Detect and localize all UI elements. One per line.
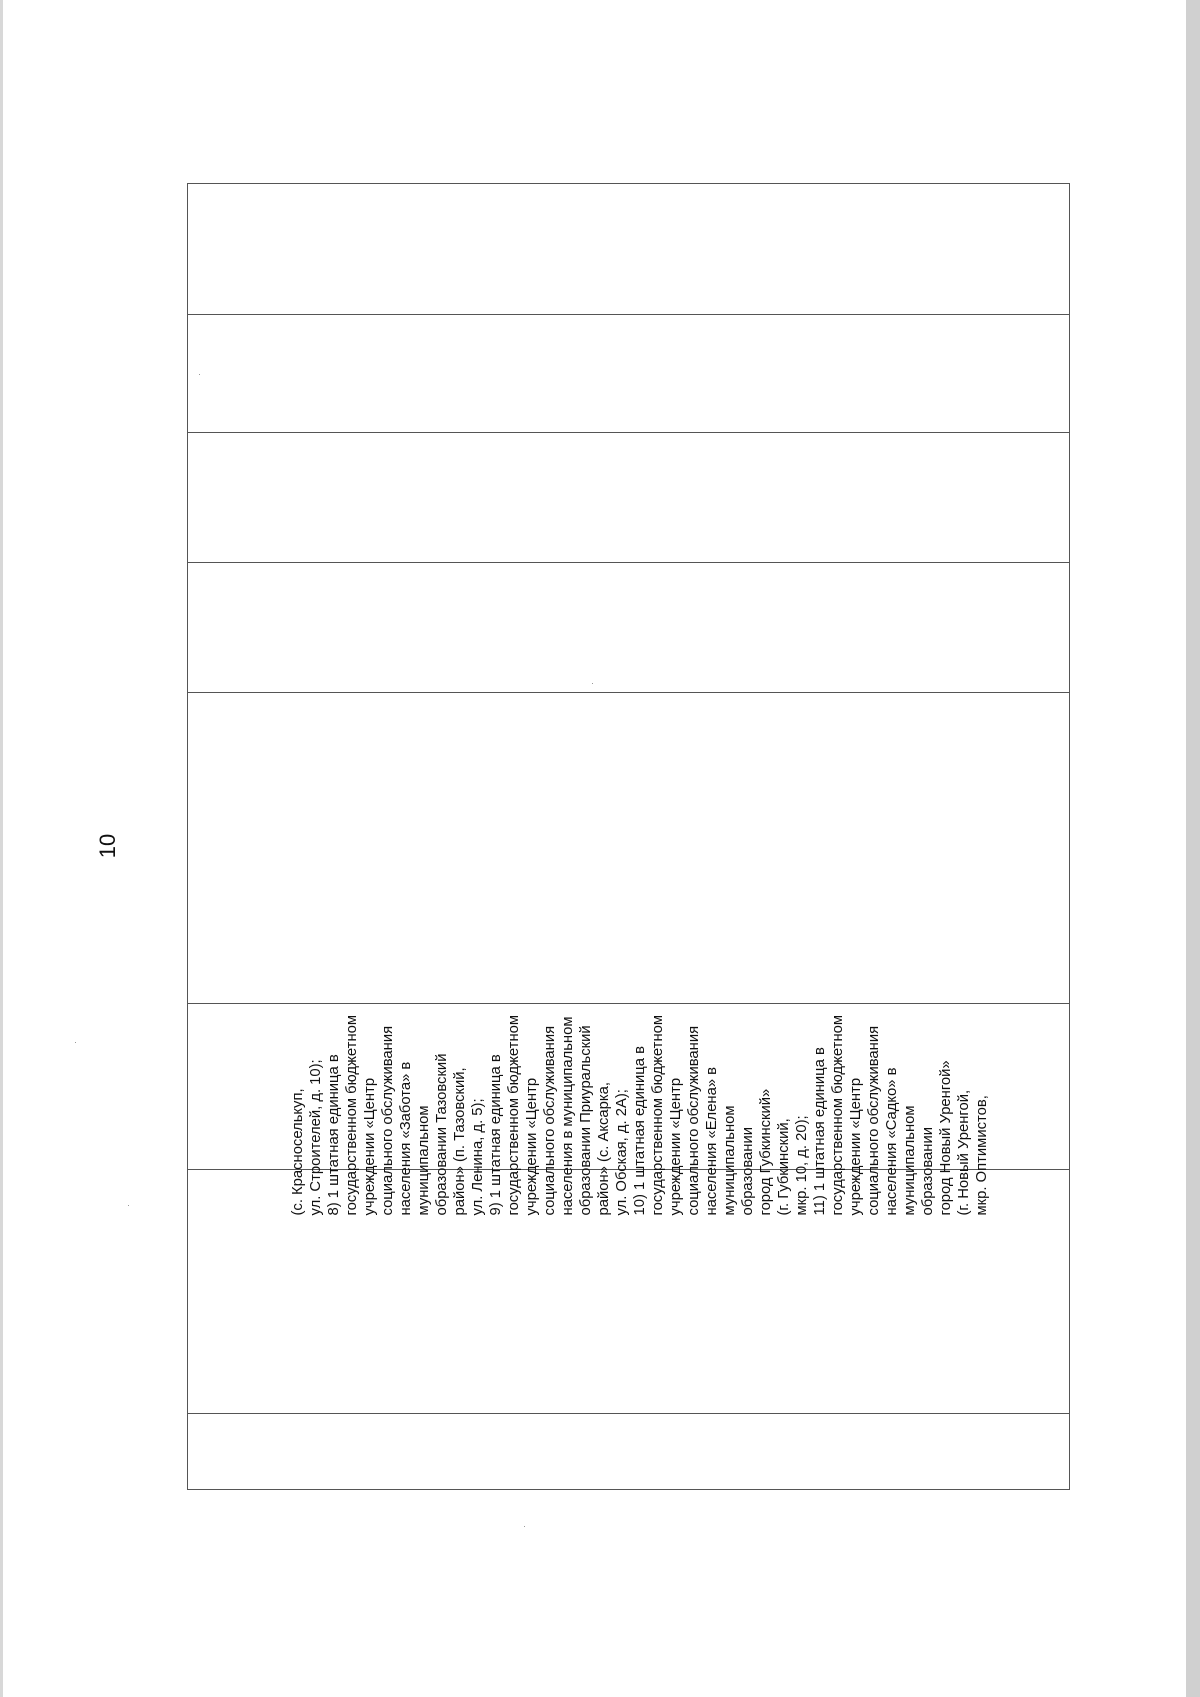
cell-text-line: населения «Забота» в [398, 1061, 414, 1216]
cell-text-line: район» (п. Тазовский, [452, 1067, 468, 1216]
cell-text-line: (с. Красноселькуп, [290, 1088, 306, 1216]
cell-text-line: 9) 1 штатная единица в [488, 1054, 504, 1216]
row-divider [187, 562, 1070, 563]
cell-text-line: муниципальном [902, 1105, 918, 1216]
row-divider [187, 314, 1070, 315]
cell-text-line: образовании [920, 1127, 936, 1216]
cell-text-line: образовании Тазовский [434, 1053, 450, 1216]
cell-text-line: учреждении «Центр [668, 1077, 684, 1216]
cell-text-line: 8) 1 штатная единица в [326, 1054, 342, 1216]
cell-text-line: учреждении «Центр [848, 1077, 864, 1216]
cell-text-line: социального обслуживания [866, 1025, 882, 1216]
cell-text-line: (г. Губкинский, [776, 1118, 792, 1216]
scan-edge-left [0, 0, 3, 1697]
scan-speck [75, 1042, 76, 1043]
cell-text-line: учреждении «Центр [362, 1077, 378, 1216]
table-cell-text [289, 913, 990, 1216]
table-border-top [187, 183, 1070, 184]
row-divider [187, 1413, 1070, 1414]
scan-edge-right [1186, 0, 1200, 1697]
cell-text-line: мкр. Оптимистов, [974, 1095, 990, 1216]
row-divider [187, 432, 1070, 433]
scan-speck [128, 1205, 129, 1206]
cell-text-line: ул. Ленина, д. 5); [470, 1098, 486, 1216]
table-border-right [1069, 183, 1070, 1490]
scan-speck [524, 1526, 525, 1527]
page-number: 10 [95, 833, 120, 859]
table-border-left [187, 183, 188, 1490]
cell-text-line: населения в муниципальном [560, 1016, 576, 1216]
cell-text-line: государственном бюджетном [830, 1014, 846, 1216]
cell-text-line: 11) 1 штатная единица в [812, 1047, 828, 1216]
cell-text-line: социального обслуживания [380, 1025, 396, 1216]
cell-text-line: населения «Садко» в [884, 1067, 900, 1216]
table-border-bottom [187, 1489, 1070, 1490]
cell-text-line: город Новый Уренгой» [938, 1060, 954, 1216]
cell-text-line: государственном бюджетном [506, 1014, 522, 1216]
scan-speck [199, 374, 200, 375]
cell-text-line: муниципальном [416, 1105, 432, 1216]
cell-text-line: 10) 1 штатная единица в [632, 1046, 648, 1216]
cell-text-line: государственном бюджетном [650, 1014, 666, 1216]
cell-text-line: ул. Обская, д. 2А); [614, 1089, 630, 1216]
cell-text-line: город Губкинский» [758, 1088, 774, 1216]
cell-text-line: населения «Елена» в [704, 1066, 720, 1216]
cell-text-line: образовании [740, 1127, 756, 1216]
cell-text-line: государственном бюджетном [344, 1014, 360, 1216]
cell-text-line: район» (с. Аксарка, [596, 1081, 612, 1216]
cell-text-line: муниципальном [722, 1105, 738, 1216]
cell-text-line: социального обслуживания [542, 1025, 558, 1216]
cell-text-line: социального обслуживания [686, 1025, 702, 1216]
row-divider [187, 692, 1070, 693]
scan-speck [592, 683, 593, 684]
cell-text-line: образовании Приуральский [578, 1025, 594, 1216]
cell-text-line: учреждении «Центр [524, 1077, 540, 1216]
cell-text-line: ул. Строителей, д. 10); [308, 1059, 324, 1216]
cell-text-line: (г. Новый Уренгой, [956, 1089, 972, 1216]
cell-text-line: мкр. 10, д. 20); [794, 1115, 810, 1216]
